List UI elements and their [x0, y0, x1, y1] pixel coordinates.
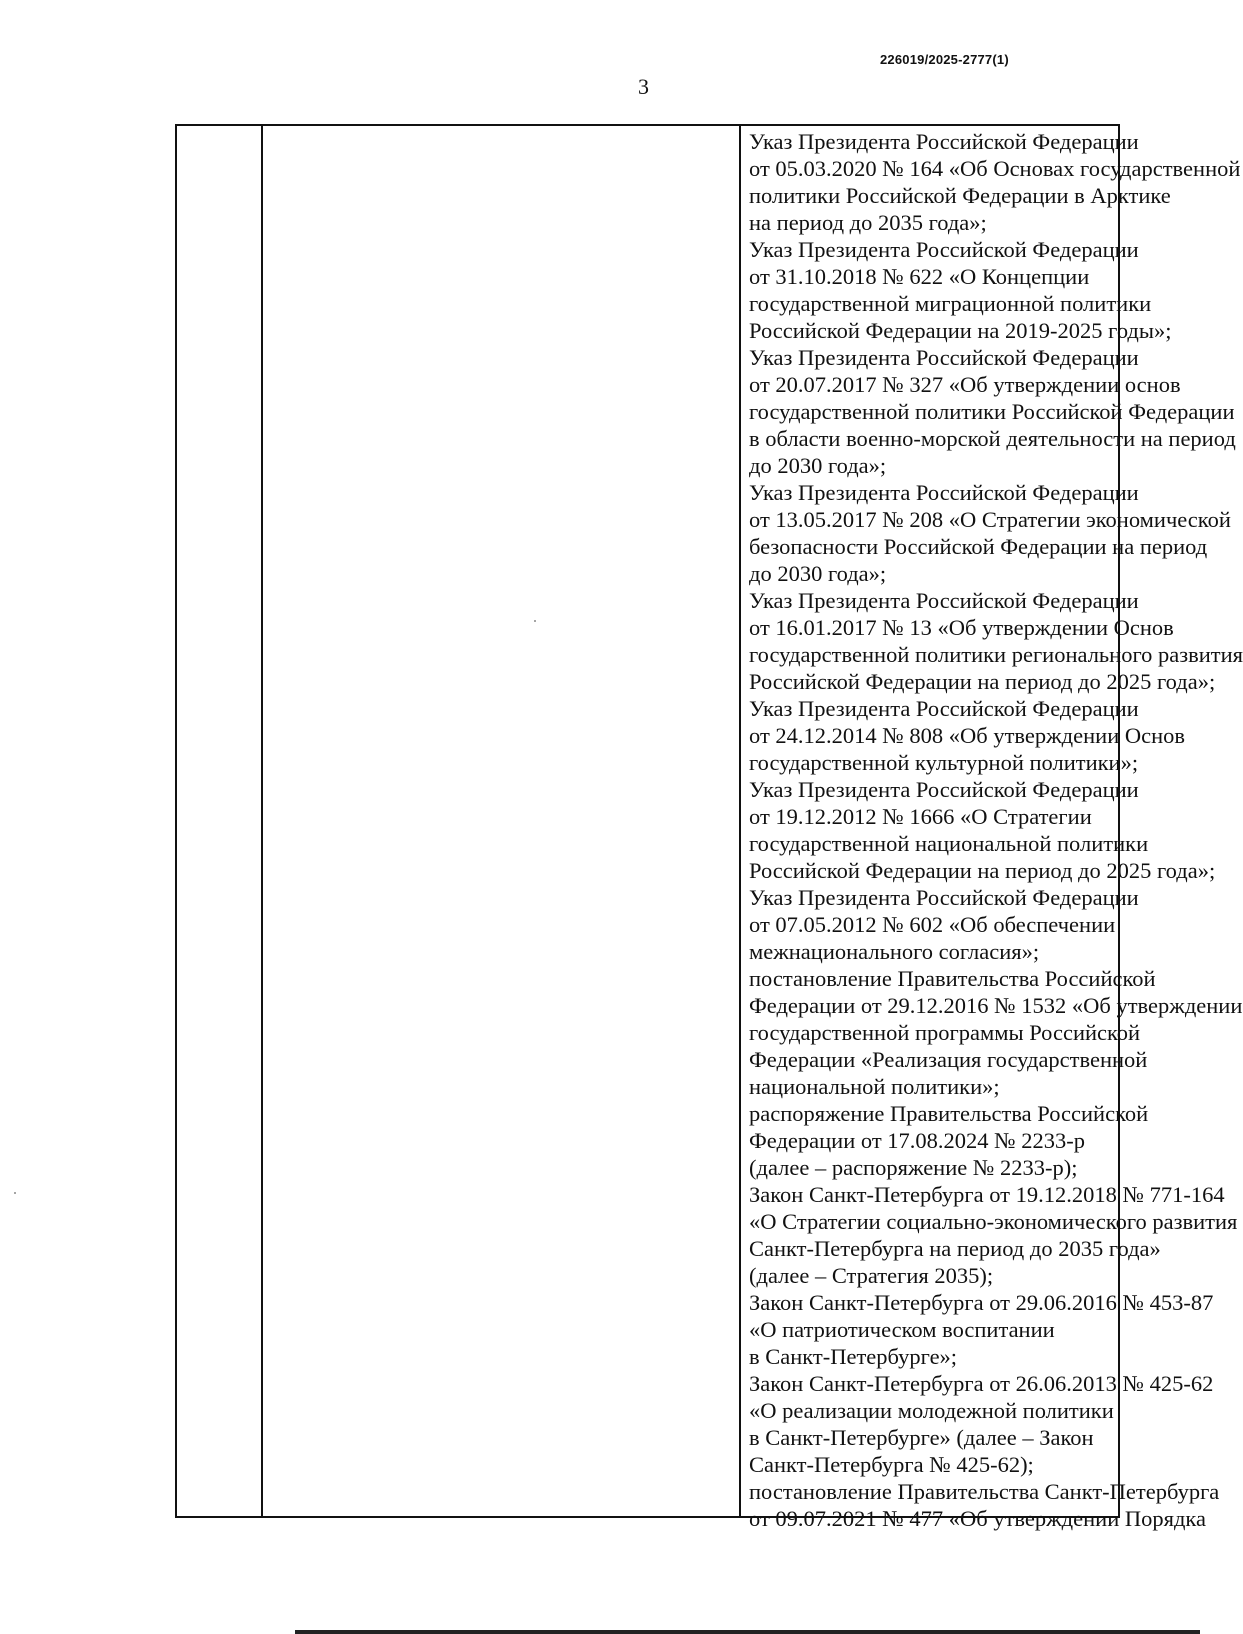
text-line: Указ Президента Российской Федерации [749, 588, 1139, 613]
text-line: в области военно-морской деятельности на период [749, 426, 1236, 451]
text-line: государственной политики регионального развития [749, 642, 1243, 667]
text-line: Санкт-Петербурга на период до 2035 года» [749, 1236, 1161, 1261]
text-line: «О патриотическом воспитании [749, 1317, 1055, 1342]
text-line: политики Российской Федерации в Арктике [749, 183, 1171, 208]
text-line: государственной миграционной политики [749, 291, 1152, 316]
text-line: Указ Президента Российской Федерации [749, 129, 1139, 154]
text-line: от 13.05.2017 № 208 «О Стратегии экономической [749, 507, 1231, 532]
text-line: межнационального согласия»; [749, 939, 1040, 964]
text-line: от 05.03.2020 № 164 «Об Основах государственной [749, 156, 1241, 181]
text-line: Закон Санкт-Петербурга от 19.12.2018 № 771-164 [749, 1182, 1225, 1207]
page-number: 3 [638, 74, 649, 99]
scan-bottom-edge [295, 1630, 1200, 1634]
text-line: Федерации от 17.08.2024 № 2233-р [749, 1128, 1086, 1153]
text-line: распоряжение Правительства Российской [749, 1101, 1149, 1126]
document-table [175, 124, 1243, 1531]
text-line: от 31.10.2018 № 622 «О Концепции [749, 264, 1090, 289]
text-line: государственной национальной политики [749, 831, 1149, 856]
text-line: государственной культурной политики»; [749, 750, 1139, 775]
scan-speck [14, 1192, 16, 1194]
text-line: в Санкт-Петербурге» (далее – Закон [749, 1425, 1094, 1450]
text-line: в Санкт-Петербурге»; [749, 1344, 958, 1369]
text-line: национальной политики»; [749, 1074, 1000, 1099]
table-column-number [177, 126, 263, 1516]
table-column-name [261, 126, 741, 1516]
table-column-legal-basis [739, 126, 1243, 1531]
text-line: государственной программы Российской [749, 1020, 1141, 1045]
text-line: до 2030 года»; [749, 561, 887, 586]
text-line: Указ Президента Российской Федерации [749, 885, 1139, 910]
document-registration-number: 226019/2025-2777(1) [880, 52, 1009, 67]
text-line: от 20.07.2017 № 327 «Об утверждении основ [749, 372, 1181, 397]
text-line: Указ Президента Российской Федерации [749, 777, 1139, 802]
text-line: от 19.12.2012 № 1666 «О Стратегии [749, 804, 1092, 829]
text-line: Российской Федерации на период до 2025 года»; [749, 669, 1216, 694]
text-line: (далее – распоряжение № 2233-р); [749, 1155, 1078, 1180]
text-line: Санкт-Петербурга № 425-62); [749, 1452, 1034, 1477]
text-line: постановление Правительства Санкт-Петербурга [749, 1479, 1220, 1504]
text-line: от 24.12.2014 № 808 «Об утверждении Основ [749, 723, 1186, 748]
text-line: от 07.05.2012 № 602 «Об обеспечении [749, 912, 1116, 937]
text-line: Закон Санкт-Петербурга от 26.06.2013 № 425-62 [749, 1371, 1214, 1396]
scan-speck [534, 620, 536, 622]
text-line: «О Стратегии социально-экономического развития [749, 1209, 1238, 1234]
text-line: от 16.01.2017 № 13 «Об утверждении Основ [749, 615, 1174, 640]
text-line: Указ Президента Российской Федерации [749, 696, 1139, 721]
text-line: Указ Президента Российской Федерации [749, 480, 1139, 505]
text-line: Российской Федерации на период до 2025 года»; [749, 858, 1216, 883]
text-line: Федерации от 29.12.2016 № 1532 «Об утверждении [749, 993, 1243, 1018]
text-line: от 09.07.2021 № 477 «Об утверждении Порядка [749, 1506, 1206, 1531]
text-line: (далее – Стратегия 2035); [749, 1263, 994, 1288]
text-line: до 2030 года»; [749, 453, 887, 478]
text-line: Закон Санкт-Петербурга от 29.06.2016 № 453-87 [749, 1290, 1214, 1315]
text-line: постановление Правительства Российской [749, 966, 1156, 991]
text-line: безопасности Российской Федерации на период [749, 534, 1208, 559]
text-line: Федерации «Реализация государственной [749, 1047, 1148, 1072]
text-line: на период до 2035 года»; [749, 210, 987, 235]
legal-basis-text [739, 126, 1243, 1532]
text-line: Указ Президента Российской Федерации [749, 237, 1139, 262]
text-line: Российской Федерации на 2019-2025 годы»; [749, 318, 1172, 343]
text-line: государственной политики Российской Федерации [749, 399, 1235, 424]
text-line: «О реализации молодежной политики [749, 1398, 1114, 1423]
text-line: Указ Президента Российской Федерации [749, 345, 1139, 370]
